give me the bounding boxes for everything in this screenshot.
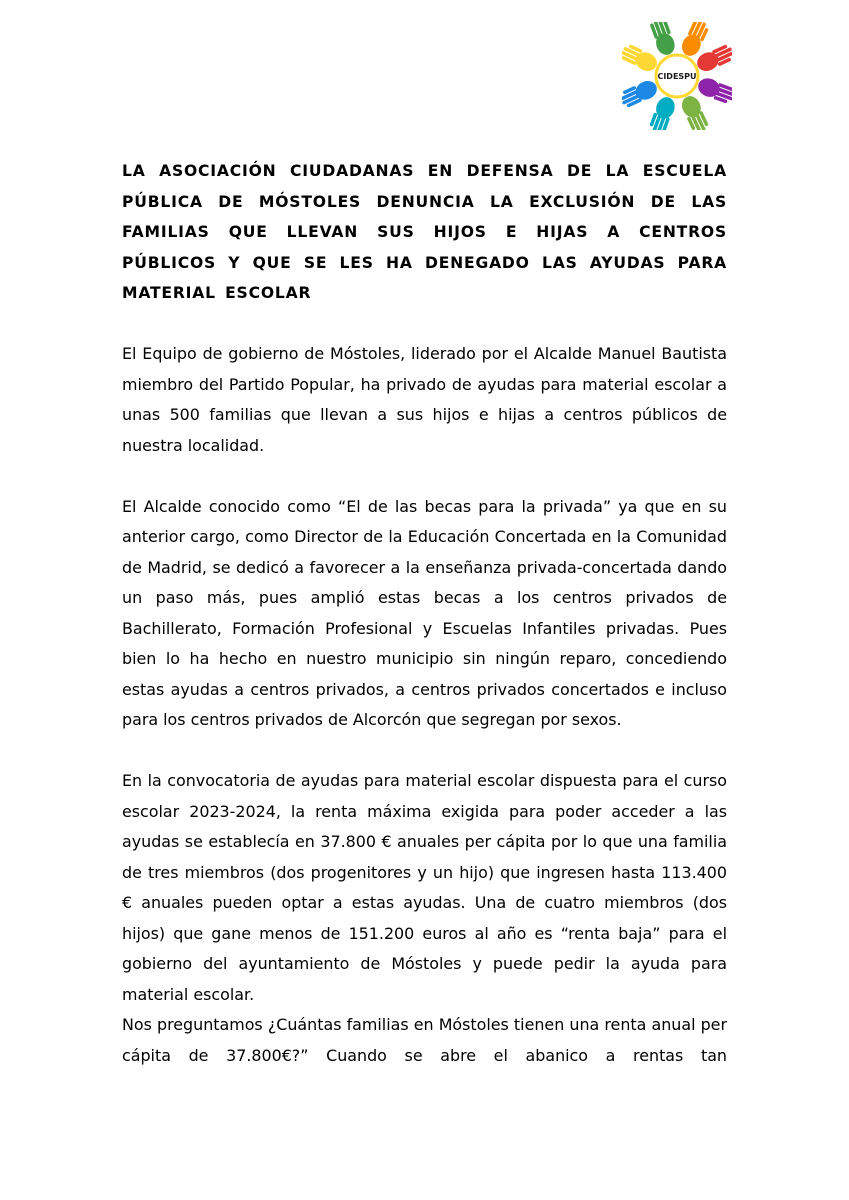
paragraph-2: El Alcalde conocido como “El de las becas para la privada” ya que en su anterior cargo, como Director de la Educación Concertada en la Comunidad de Madrid, se dedicó a favorecer a la enseñanza privada-concertada dando un paso más, pues amplió estas becas a los centros privados de Bachillerato, Formación Profesional y Escuelas Infantiles privadas. Pues bien lo ha hecho en nuestro municipio sin ningún reparo, concediendo estas ayudas a centros privados, a centros privados concertados e incluso para los centros privados de Alcorcón que segregan por sexos. xyxy=(122,496,727,729)
paragraph-gap xyxy=(122,309,727,340)
paragraph-1: El Equipo de gobierno de Móstoles, liderado por el Alcalde Manuel Bautista miembro del Partido Popular, ha privado de ayudas para material escolar a unas 500 familias que llevan a sus hijos e hijas a centros públicos de nuestra localidad. xyxy=(122,344,727,455)
paragraph-gap xyxy=(122,461,727,492)
cidespu-logo xyxy=(622,22,732,130)
paragraph-3: En la convocatoria de ayudas para material escolar dispuesta para el curso escolar 2023-2024, la renta máxima exigida para poder acceder a las ayudas se establecía en 37.800 € anuales per cápita por lo que una familia de tres miembros (dos progenitores y un hijo) que ingresen hasta 113.400 € anuales pueden optar a estas ayudas. Una de cuatro miembros (dos hijos) que gane menos de 151.200 euros al año es “renta baja” para el gobierno del ayuntamiento de Móstoles y puede pedir la ayuda para material escolar. xyxy=(122,771,727,1004)
paragraph-4: Nos preguntamos ¿Cuántas familias en Móstoles tienen una renta anual per cápita de 37.800€?” Cuando se abre el abanico a rentas tan xyxy=(122,1015,727,1065)
document-body xyxy=(122,156,727,1071)
logo-text: CIDESPU xyxy=(657,72,697,81)
paragraph-gap xyxy=(122,736,727,767)
document-title: LA ASOCIACIÓN CIUDADANAS EN DEFENSA DE LA ESCUELA PÚBLICA DE MÓSTOLES DENUNCIA LA EXCLUSIÓN DE LAS FAMILIAS QUE LLEVAN SUS HIJOS E HIJAS A CENTROS PÚBLICOS Y QUE SE LES HA DENEGADO LAS AYUDAS PARA MATERIAL ESCOLAR xyxy=(122,162,727,302)
